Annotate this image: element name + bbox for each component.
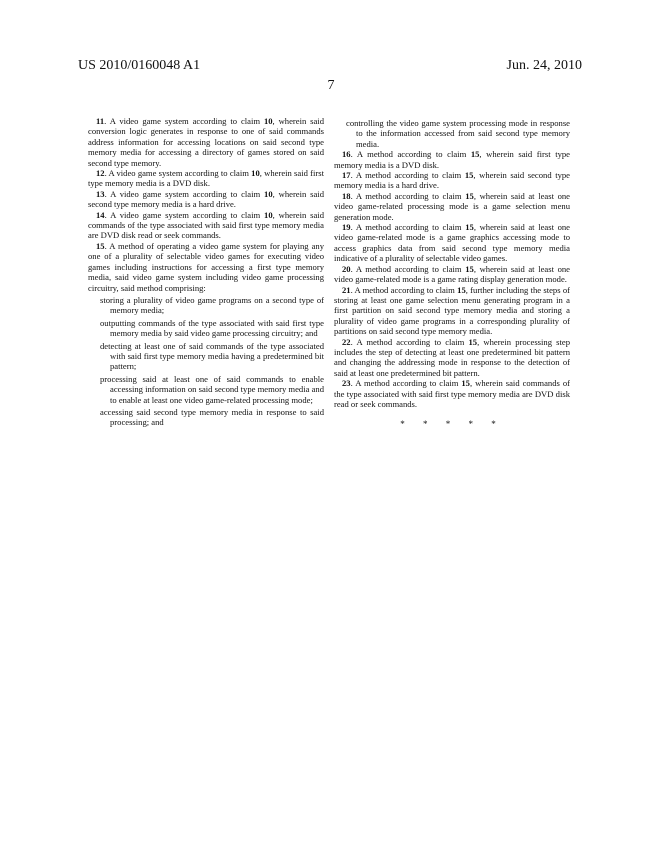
claim-text: . A method according to claim bbox=[350, 149, 471, 160]
claim-number: 21 bbox=[342, 284, 351, 295]
claim-text: . A method according to claim bbox=[350, 378, 462, 389]
claim-reference: 15 bbox=[457, 284, 466, 295]
claim-text: . A method according to claim bbox=[350, 222, 466, 233]
claim-text: , wherein said second type memory media is a hard drive. bbox=[88, 188, 324, 210]
claim-paragraph bbox=[334, 337, 570, 379]
claim-text: , wherein said commands of the type associated with said first type memory media are DVD disk read or seek commands. bbox=[334, 378, 570, 409]
claim-text: , wherein said first type memory media is a DVD disk. bbox=[88, 168, 324, 189]
claim-text: , further including the steps of storing at least one game selection menu generating program in a first partition on said second type memory media and storing a plurality of video game programs in a corresponding plurality of partitions on said second type memory media. bbox=[334, 284, 570, 337]
claim-paragraph bbox=[88, 189, 324, 210]
claim-step: outputting commands of the type associated with said first type memory media by said video game processing circuitry; and bbox=[100, 317, 324, 339]
claim-paragraph bbox=[334, 170, 570, 191]
claim-step: processing said at least one of said commands to enable accessing information on said second type memory media and to enable at least one video game-related processing mode; bbox=[100, 373, 324, 405]
claim-step: storing a plurality of video game programs on a second type of memory media; bbox=[100, 294, 324, 316]
claim-text: , wherein processing step includes the step of detecting at least one predetermined bit pattern and changing the addressing mode in response to the detection of said at least one predetermined bit pattern. bbox=[334, 336, 570, 378]
claim-paragraph bbox=[334, 285, 570, 337]
claim-reference: 15 bbox=[465, 263, 474, 274]
claim-reference: 10 bbox=[264, 188, 273, 199]
claim-text: . A method according to claim bbox=[350, 190, 466, 201]
claim-number: 18 bbox=[342, 190, 351, 201]
claim-text: , wherein said conversion logic generates in response to one of said commands address information for accessing locations on said second type memory media for accessing a directory of games stored on said second type memory. bbox=[88, 116, 324, 168]
claim-text: , wherein said at least one video game-related processing mode is a game selection menu generation mode. bbox=[334, 190, 570, 222]
claim-paragraph bbox=[334, 264, 570, 285]
claim-reference: 15 bbox=[470, 149, 480, 160]
claim-number: 17 bbox=[342, 170, 351, 181]
claim-number: 19 bbox=[342, 222, 351, 233]
claim-text: . A video game system according to claim bbox=[104, 209, 265, 220]
claim-number: 22 bbox=[342, 336, 351, 347]
left-column bbox=[88, 116, 324, 428]
claim-text: , wherein said first type memory media is a DVD disk. bbox=[334, 149, 570, 170]
claim-text: . A method according to claim bbox=[350, 336, 469, 347]
claim-reference: 15 bbox=[464, 170, 474, 181]
claim-text: . A method according to claim bbox=[350, 263, 466, 274]
end-of-document-mark: * * * * * bbox=[400, 419, 504, 430]
claim-paragraph bbox=[334, 222, 570, 264]
claim-step: detecting at least one of said commands of the type associated with said first type memory media having a predetermined bit pattern; bbox=[100, 340, 324, 372]
publication-date: Jun. 24, 2010 bbox=[506, 58, 582, 73]
claim-number: 16 bbox=[342, 149, 351, 160]
claim-reference: 15 bbox=[465, 222, 474, 233]
claim-reference: 10 bbox=[251, 168, 260, 179]
claim-reference: 15 bbox=[461, 378, 470, 389]
claim-number: 23 bbox=[342, 378, 351, 389]
claim-number: 14 bbox=[96, 209, 105, 220]
claim-text: , wherein said commands of the type associated with said first type memory media are DVD disk read or seek commands. bbox=[88, 209, 324, 241]
claim-paragraph bbox=[334, 378, 570, 409]
claim-reference: 10 bbox=[263, 116, 273, 126]
claim-text: . A video game system according to claim bbox=[104, 168, 252, 179]
claim-text: . A method according to claim bbox=[350, 284, 458, 295]
claim-paragraph bbox=[334, 149, 570, 170]
claim-paragraph bbox=[88, 168, 324, 189]
claim-text: , wherein said second type memory media is a hard drive. bbox=[334, 170, 570, 191]
right-column bbox=[334, 116, 570, 430]
claim-reference: 15 bbox=[468, 336, 478, 347]
page-number: 7 bbox=[327, 78, 335, 93]
claim-text: . A method of operating a video game system for playing any one of a plurality of selectable video games for executing video games including instructions for accessing a first type memory media, said video game system including video game processing circuitry, said method comprising: bbox=[88, 240, 324, 293]
claim-paragraph bbox=[88, 210, 324, 241]
claim-step: controlling the video game system processing mode in response to the information accessed from said second type memory media. bbox=[346, 118, 570, 149]
claim-reference: 15 bbox=[465, 190, 474, 201]
claim-step: accessing said second type memory media in response to said processing; and bbox=[100, 406, 324, 428]
claim-number: 15 bbox=[96, 240, 105, 251]
claim-number: 13 bbox=[96, 188, 105, 199]
claim-paragraph bbox=[88, 116, 324, 168]
claim-paragraph bbox=[334, 191, 570, 222]
claim-number: 20 bbox=[342, 263, 351, 274]
claim-text: . A method according to claim bbox=[350, 170, 465, 181]
claim-text: , wherein said at least one video game-related mode is a game graphics accessing mode to access graphics data from said second type memory media indicative of a plurality of selectable video games. bbox=[334, 222, 570, 264]
claim-number: 12 bbox=[96, 168, 105, 179]
claim-text: , wherein said at least one video game-related mode is a game rating display generation mode. bbox=[334, 263, 570, 285]
publication-number: US 2010/0160048 A1 bbox=[78, 58, 201, 73]
claim-text: . A video game system according to claim bbox=[104, 188, 265, 199]
claim-text: . A video game system according to claim bbox=[104, 116, 264, 126]
claim-number: 11 bbox=[96, 116, 105, 126]
claim-paragraph bbox=[88, 241, 324, 293]
claim-reference: 10 bbox=[264, 209, 273, 220]
